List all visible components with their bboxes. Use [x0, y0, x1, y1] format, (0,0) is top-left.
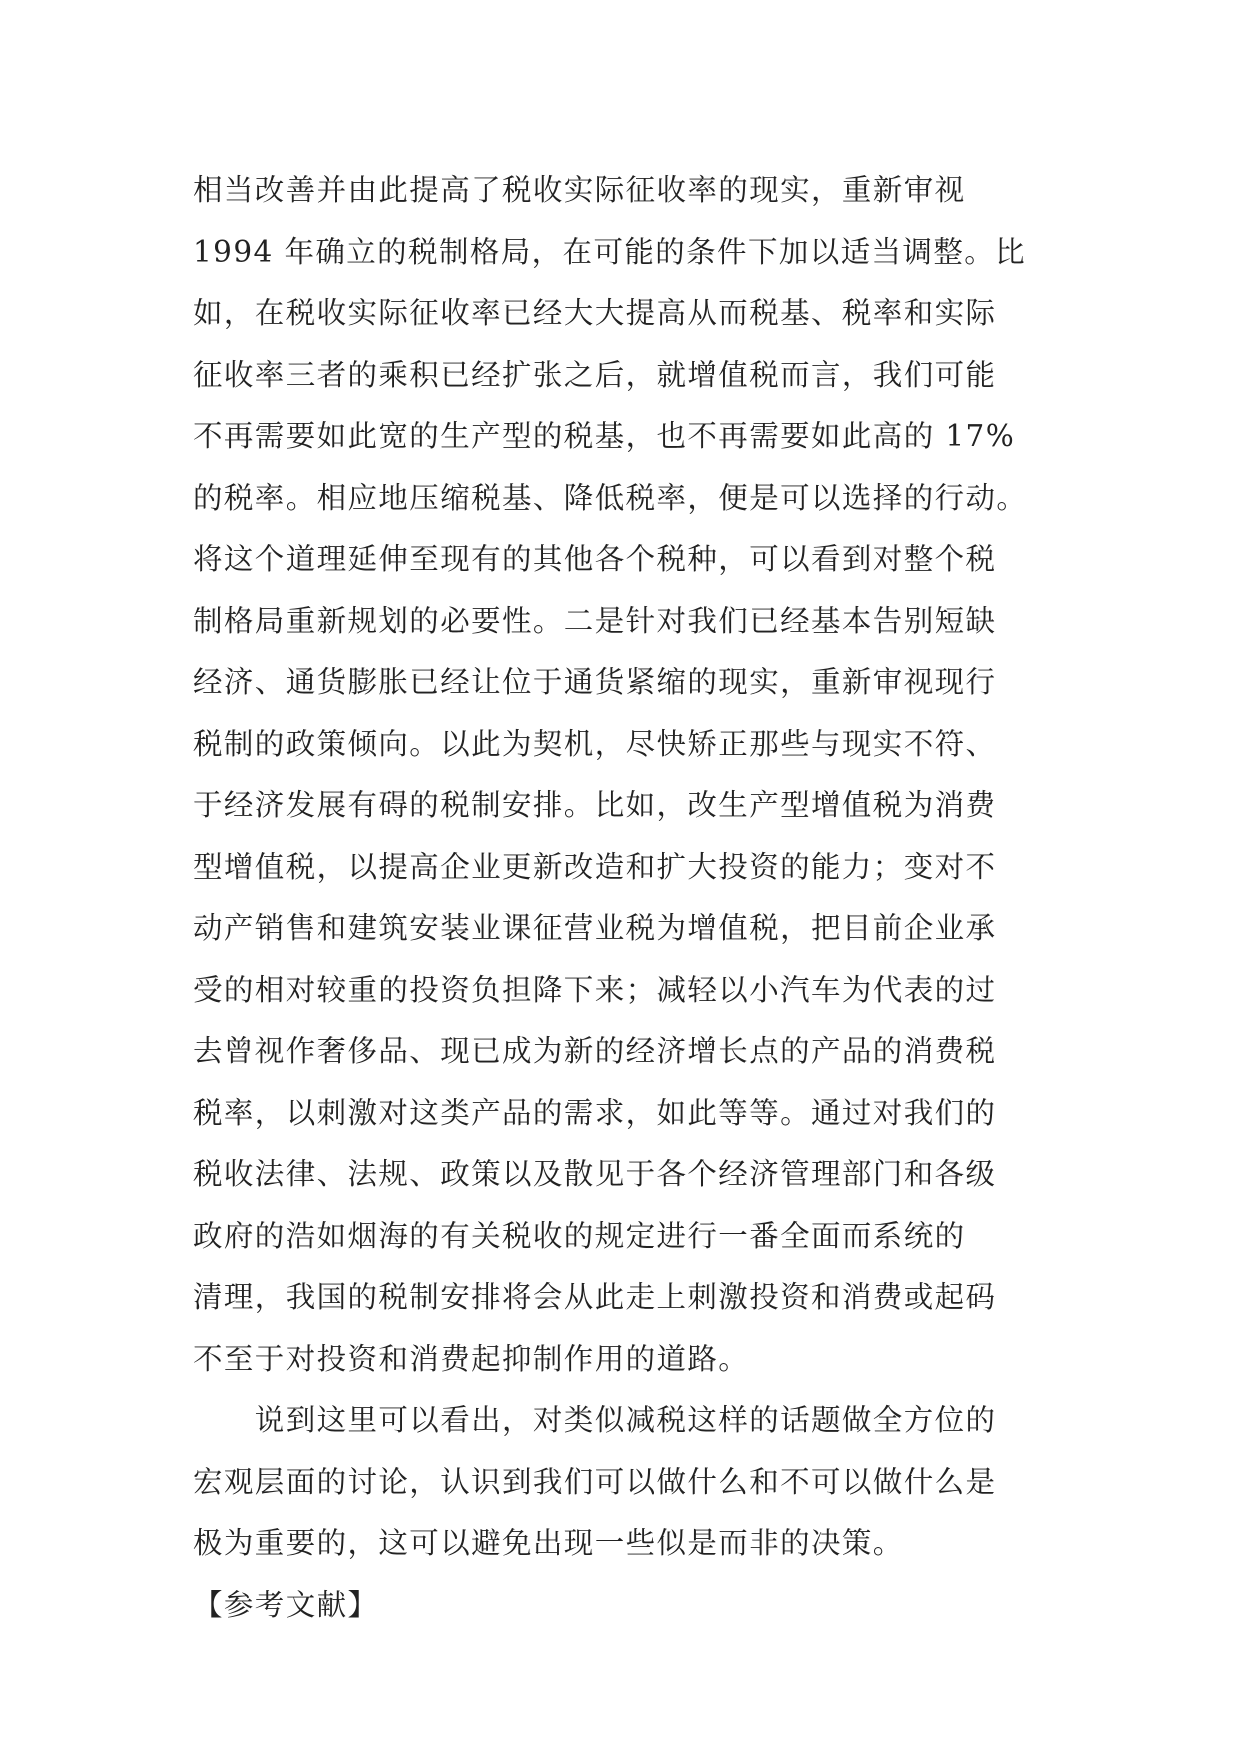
body-text — [193, 160, 1073, 1636]
text-line: 动产销售和建筑安装业课征营业税为增值税，把目前企业承 — [193, 911, 997, 945]
text-line: 征收率三者的乘积已经扩张之后，就增值税而言，我们可能 — [193, 357, 997, 392]
text-line: 不再需要如此宽的生产型的税基，也不再需要如此高的 17% — [193, 419, 1016, 453]
text-line: 说到这里可以看出，对类似减税这样的话题做全方位的 — [193, 1403, 997, 1437]
references-heading: 【参考文献】 — [193, 1587, 379, 1622]
text-line: 税收法律、法规、政策以及散见于各个经济管理部门和各级 — [193, 1157, 997, 1191]
text-line: 相当改善并由此提高了税收实际征收率的现实，重新审视 — [193, 173, 966, 207]
text-line: 制格局重新规划的必要性。二是针对我们已经基本告别短缺 — [193, 603, 997, 638]
text-line: 经济、通货膨胀已经让位于通货紧缩的现实，重新审视现行 — [193, 665, 997, 699]
text-line: 型增值税，以提高企业更新改造和扩大投资的能力；变对不 — [193, 849, 997, 884]
text-line: 宏观层面的讨论，认识到我们可以做什么和不可以做什么是 — [193, 1464, 997, 1499]
text-line: 税率，以刺激对这类产品的需求，如此等等。通过对我们的 — [193, 1095, 997, 1130]
text-line: 政府的浩如烟海的有关税收的规定进行一番全面而系统的 — [193, 1218, 966, 1253]
text-line: 清理，我国的税制安排将会从此走上刺激投资和消费或起码 — [193, 1280, 997, 1314]
text-line: 的税率。相应地压缩税基、降低税率，便是可以选择的行动。 — [193, 480, 1028, 515]
text-line: 不至于对投资和消费起抑制作用的道路。 — [193, 1341, 750, 1376]
text-line: 如，在税收实际征收率已经大大提高从而税基、税率和实际 — [193, 296, 997, 330]
text-line: 极为重要的，这可以避免出现一些似是而非的决策。 — [193, 1526, 904, 1560]
text-line: 将这个道理延伸至现有的其他各个税种，可以看到对整个税 — [193, 542, 997, 576]
text-line: 于经济发展有碍的税制安排。比如，改生产型增值税为消费 — [193, 788, 997, 822]
text-line: 去曾视作奢侈品、现已成为新的经济增长点的产品的消费税 — [193, 1034, 997, 1068]
text-line: 1994 年确立的税制格局，在可能的条件下加以适当调整。比 — [193, 234, 1027, 269]
text-line: 税制的政策倾向。以此为契机，尽快矫正那些与现实不符、 — [193, 726, 997, 761]
text-line: 受的相对较重的投资负担降下来；减轻以小汽车为代表的过 — [193, 972, 997, 1007]
